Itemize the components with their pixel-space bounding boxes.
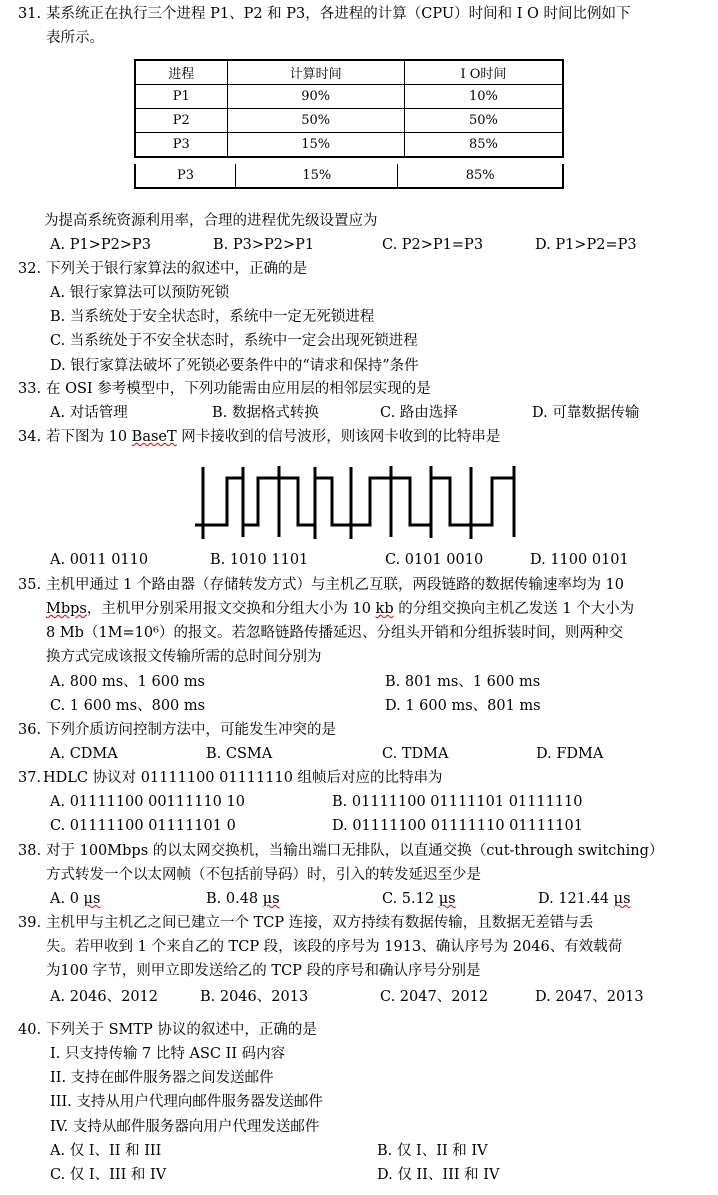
option-label: D. 121.44 (538, 891, 614, 907)
question-stem (46, 599, 634, 619)
option-a: A. P1>P2>P3 (50, 237, 151, 253)
option-a: A. 银行家算法可以预防死锁 (50, 285, 230, 301)
manchester-signal (195, 478, 514, 525)
option-b: B. 2046、2013 (200, 989, 309, 1005)
statement: IV. 支持从邮件服务器向用户代理发送邮件 (50, 1119, 320, 1135)
option-b: B. 仅 I、II 和 IV (377, 1143, 488, 1159)
statement: I. 只支持传输 7 比特 ASC II 码内容 (50, 1046, 286, 1062)
option-b: B. 01111100 01111101 01111110 (332, 794, 583, 810)
table-header: 计算时间 (227, 60, 404, 85)
option-d: D. 1 600 ms、801 ms (385, 698, 541, 714)
table-cell: P3 (135, 164, 236, 188)
option-b (206, 889, 280, 909)
stem-text: ，主机甲分别采用报文交换和分组大小为 10 (86, 601, 376, 617)
option-a: A. 800 ms、1 600 ms (50, 674, 205, 690)
option-d: D. 仅 II、III 和 IV (377, 1167, 500, 1183)
question-stem: 方式转发一个以太网帧（不包括前导码）时，引入的转发延迟至少是 (46, 867, 481, 883)
question-stem: 下列介质访问控制方法中，可能发生冲突的是 (46, 722, 336, 738)
stem-text-spellcheck: BaseT (131, 429, 177, 445)
question-number: 35. (18, 577, 42, 593)
question-stem: 8 Mb（1M=10⁶）的报文。若忽略链路传播延迟、分组头开销和分组拆装时间，则两种交 (46, 625, 623, 641)
option-c: C. 仅 I、III 和 IV (50, 1167, 167, 1183)
option-c: C. 0101 0010 (385, 552, 484, 568)
option-b: B. 1010 1101 (210, 552, 309, 568)
stem-text-spellcheck: kb (375, 601, 394, 617)
table-cell: P1 (135, 85, 227, 109)
question-number: 40. (18, 1022, 42, 1038)
stem-text: 的分组交换向主机乙发送 1 个大小为 (393, 601, 635, 617)
stem-text-spellcheck: Mbps (46, 601, 87, 617)
table-cell: 85% (398, 164, 563, 188)
option-d: D. 1100 0101 (530, 552, 629, 568)
question-number: 37. (18, 770, 42, 786)
option-b: B. CSMA (206, 746, 273, 762)
question-number: 32. (18, 261, 42, 277)
table-cell: 85% (404, 133, 563, 158)
question-number: 39. (18, 915, 42, 931)
table-header: I O时间 (404, 60, 563, 85)
statement: II. 支持在邮件服务器之间发送邮件 (50, 1070, 274, 1086)
question-number: 34. (18, 429, 42, 445)
option-d: D. 银行家算法破坏了死锁必要条件中的“请求和保持”条件 (50, 358, 419, 374)
question-number: 33. (18, 381, 42, 397)
option-c: C. 路由选择 (380, 405, 458, 421)
table-cell: P3 (135, 133, 227, 158)
option-c: C. P2>P1=P3 (382, 237, 484, 253)
option-d: D. FDMA (536, 746, 604, 762)
question-stem: HDLC 协议对 01111100 01111110 组帧后对应的比特串为 (43, 770, 443, 786)
option-a: A. 0011 0110 (50, 552, 149, 568)
question-stem: 换方式完成该报文传输所需的总时间分别为 (46, 649, 322, 665)
unit-microseconds: μs (438, 891, 456, 907)
question-stem: 失。若甲收到 1 个来自乙的 TCP 段，该段的序号为 1913、确认序号为 2046、有效载荷 (46, 939, 623, 955)
option-b: B. 当系统处于安全状态时，系统中一定无死锁进程 (50, 309, 375, 325)
question-stem: 某系统正在执行三个进程 P1、P2 和 P3，各进程的计算（CPU）时间和 I O 时间比例如下 (46, 6, 631, 22)
question-stem: 下列关于银行家算法的叙述中，正确的是 (46, 261, 307, 277)
stem-text: 若下图为 10 (46, 429, 132, 445)
option-d: D. 2047、2013 (535, 989, 644, 1005)
option-a: A. 01111100 00111110 10 (50, 794, 245, 810)
unit-microseconds: μs (613, 891, 631, 907)
table-cell: P2 (135, 109, 227, 133)
question-stem: 为100 字节，则甲立即发送给乙的 TCP 段的序号和确认序号分别是 (46, 963, 481, 979)
option-d: D. 可靠数据传输 (532, 405, 640, 421)
unit-microseconds: μs (83, 891, 101, 907)
option-c: C. 01111100 01111101 0 (50, 818, 236, 834)
question-stem: 主机甲与主机乙之间已建立一个 TCP 连接，双方持续有数据传输，且数据无差错与丢 (46, 915, 594, 931)
option-a: A. CDMA (50, 746, 118, 762)
table-cell: 50% (227, 109, 404, 133)
question-stem: 在 OSI 参考模型中，下列功能需由应用层的相邻层实现的是 (46, 381, 431, 397)
question-stem: 主机甲通过 1 个路由器（存储转发方式）与主机乙互联，两段链路的数据传输速率均为 10 (46, 577, 624, 593)
table-cell: 10% (404, 85, 563, 109)
option-b: B. P3>P2>P1 (213, 237, 315, 253)
option-d (538, 889, 631, 909)
option-a (50, 889, 100, 909)
question-number: 31. (18, 6, 42, 22)
stem-text: 网卡接收到的信号波形，则该网卡收到的比特串是 (176, 429, 501, 445)
option-label: A. 0 (50, 891, 84, 907)
table-cell: 50% (404, 109, 563, 133)
question-stem: 对于 100Mbps 的以太网交换机，当输出端口无排队，以直通交换（cut-through switching） (46, 843, 664, 859)
option-a: A. 仅 I、II 和 III (50, 1143, 162, 1159)
option-b: B. 801 ms、1 600 ms (385, 674, 541, 690)
option-d: D. P1>P2=P3 (535, 237, 637, 253)
option-a: A. 对话管理 (50, 405, 128, 421)
statement: III. 支持从用户代理向邮件服务器发送邮件 (50, 1094, 323, 1110)
option-c: C. 2047、2012 (380, 989, 489, 1005)
question-number: 36. (18, 722, 42, 738)
table-cell: 90% (227, 85, 404, 109)
option-b: B. 数据格式转换 (212, 405, 319, 421)
option-d: D. 01111100 01111110 01111101 (332, 818, 583, 834)
table-cell: 15% (236, 164, 398, 188)
option-c (382, 889, 456, 909)
unit-microseconds: μs (262, 891, 280, 907)
option-label: C. 5.12 (382, 891, 439, 907)
question-stem: 下列关于 SMTP 协议的叙述中，正确的是 (46, 1022, 317, 1038)
option-c: C. 当系统处于不安全状态时，系统中一定会出现死锁进程 (50, 333, 418, 349)
option-c: C. TDMA (382, 746, 449, 762)
option-label: B. 0.48 (206, 891, 263, 907)
option-a: A. 2046、2012 (50, 989, 158, 1005)
question-stem: 表所示。 (46, 30, 104, 46)
option-c: C. 1 600 ms、800 ms (50, 698, 206, 714)
table-cell: 15% (227, 133, 404, 158)
question-prompt: 为提高系统资源利用率，合理的进程优先级设置应为 (44, 213, 378, 229)
question-number: 38. (18, 843, 42, 859)
table-header: 进程 (135, 60, 227, 85)
